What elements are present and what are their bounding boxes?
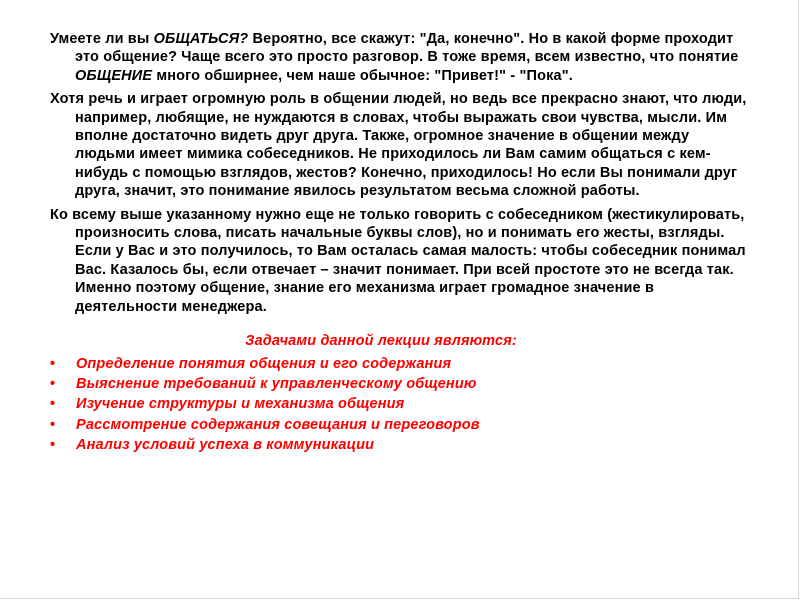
paragraph-text: Ко всему выше указанному нужно еще не только говорить с собеседником (жестикулировать, произносить слова, писать начальные буквы слов), но и понимать его жесты, взгляды. Если у Вас и это получилось, то Вам осталась самая малость: чтобы собеседник понимал Вас. Казалось бы, если отвечает – значит понимает. При всей простоте это не всегда так. Именно поэтому общение, знание его механизма играет громадное значение в деятельности менеджера.: [50, 206, 746, 315]
task-text: Выяснение требований к управленческому общению: [76, 375, 477, 392]
bullet-icon: •: [50, 375, 56, 392]
bullet-icon: •: [50, 437, 56, 454]
tasks-title: Задачами данной лекции являются:: [245, 333, 517, 350]
task-text: Определение понятия общения и его содержания: [76, 355, 452, 372]
task-item: [50, 355, 752, 373]
intro-paragraphs: [50, 30, 752, 316]
slide-content: [50, 30, 752, 457]
task-list: [50, 355, 752, 455]
paragraph-1: [50, 30, 752, 85]
task-item: [50, 375, 752, 393]
paragraph-2: [50, 90, 752, 200]
paragraph-text: Хотя речь и играет огромную роль в общении людей, но ведь все прекрасно знают, что люди, например, любящие, не нуждаются в словах, чтобы выражать свои чувства, мысли. Им вполне достаточно видеть друг друга. Также, огромное значение в общении между людьми имеет мимика собеседников. Не приходилось ли Вам самим общаться с кем-нибудь с помощью взглядов, жестов? Конечно, приходилось! Но если Вы понимали друг друга, значит, это понимание явилось результатом весьма сложной работы.: [50, 91, 747, 200]
paragraph-text: Умеете ли вы: [50, 31, 154, 47]
bullet-icon: •: [50, 396, 56, 413]
task-item: [50, 436, 752, 454]
task-item: [50, 416, 752, 434]
paragraph-text: Вероятно, все скажут: "Да, конечно". Но в какой форме проходит это общение? Чаще всего это просто разговор. В тоже время, всем известно, что понятие: [75, 31, 739, 66]
bullet-icon: •: [50, 355, 56, 372]
emphasized-text: ОБЩЕНИЕ: [75, 67, 153, 84]
bullet-icon: •: [50, 416, 56, 433]
task-text: Анализ условий успеха в коммуникации: [76, 437, 375, 454]
paragraph-text: много обширнее, чем наше обычное: "Привет!" - "Пока".: [152, 67, 573, 84]
task-item: [50, 395, 752, 413]
task-text: Рассмотрение содержания совещания и переговоров: [76, 416, 480, 433]
lecture-tasks: [50, 332, 752, 454]
emphasized-text: ОБЩАТЬСЯ?: [153, 31, 249, 47]
task-text: Изучение структуры и механизма общения: [76, 396, 405, 413]
paragraph-3: [50, 206, 752, 316]
